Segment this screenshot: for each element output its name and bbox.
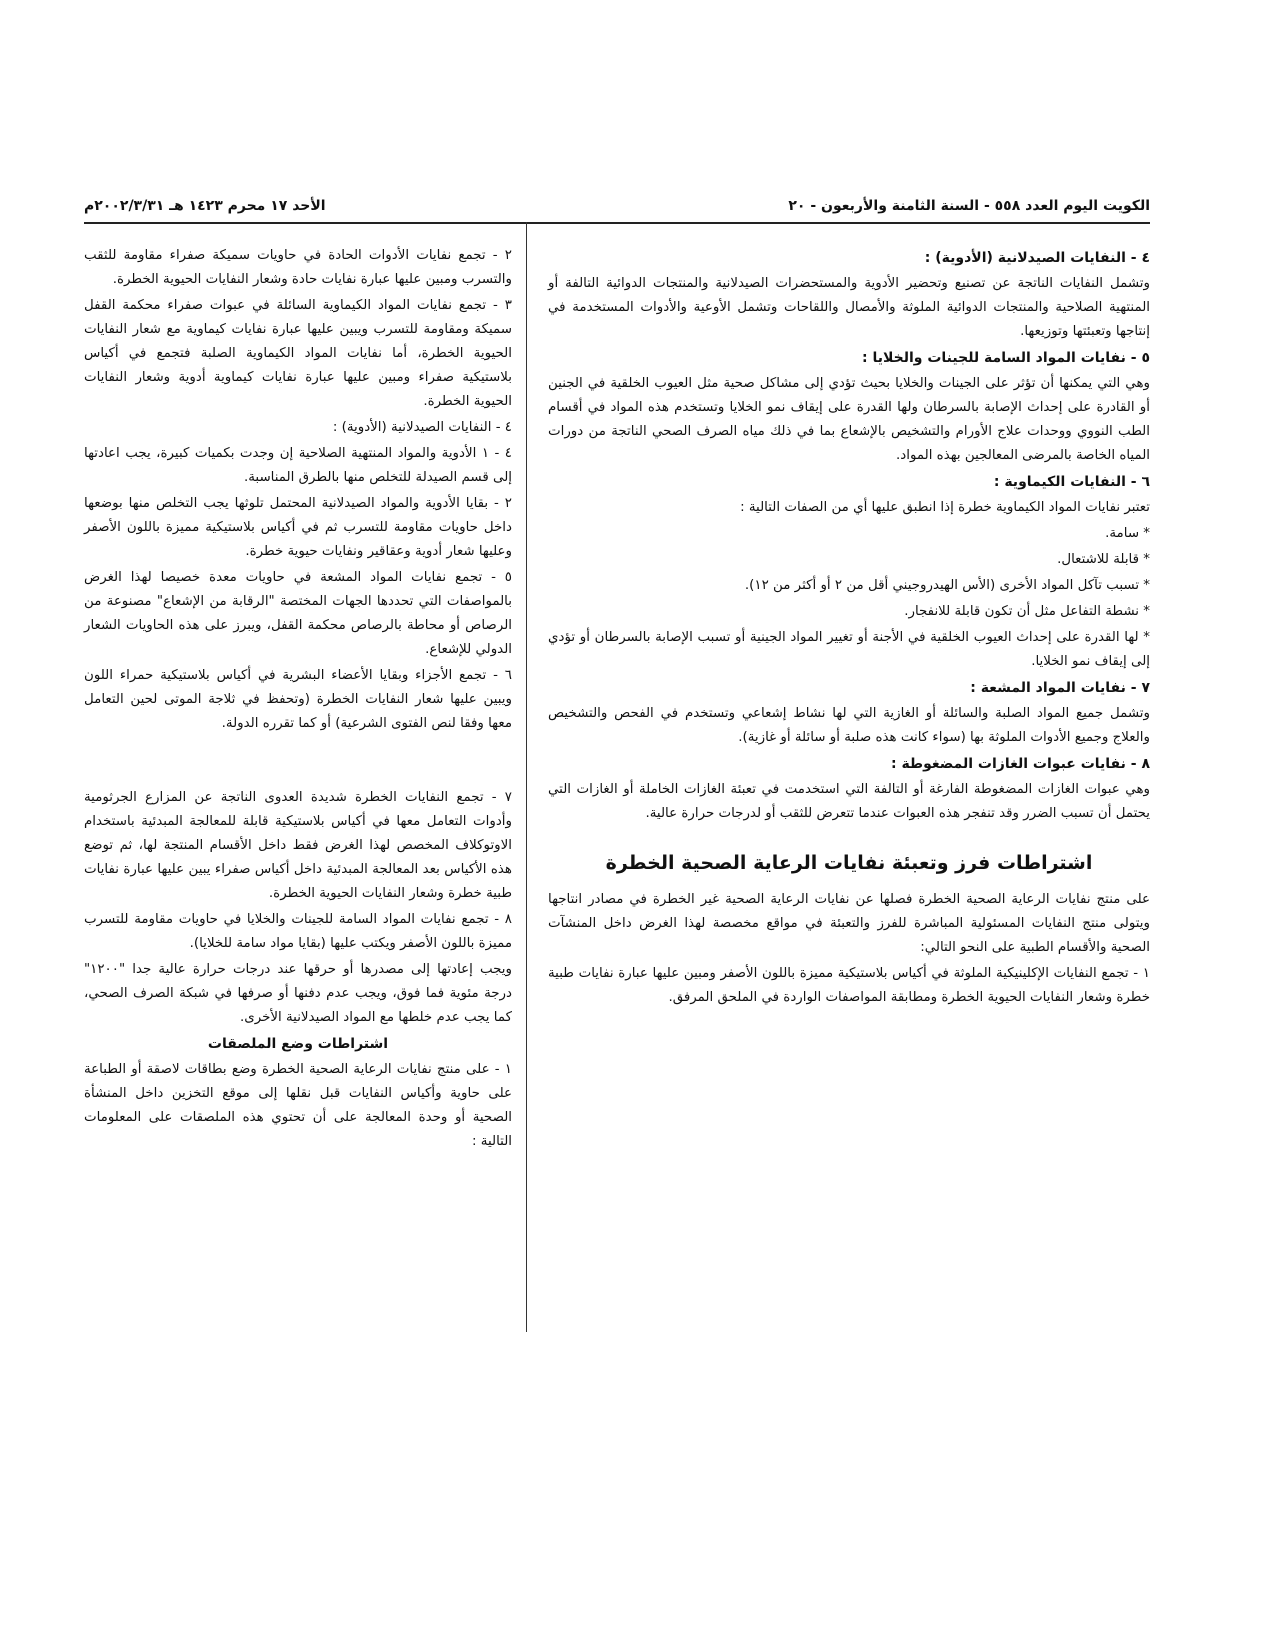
heading-pharmaceutical-waste: ٤ - النفايات الصيدلانية (الأدوية) : [924,250,1150,266]
left-column [84,244,512,1156]
paragraph-radioactive-waste: وتشمل جميع المواد الصلبة والسائلة أو الغازية التي لها نشاط إشعاعي وتستخدم في الفحص والتشخيص والعلاج وجميع الأدوات الملوثة بها (سواء كانت هذه صلبة أو سائلة أو غازية). [548,706,1150,745]
paragraph-labels: ١ - على منتج نفايات الرعاية الصحية الخطرة وضع بطاقات لاصقة أو الطباعة على حاوية وأكياس النفايات قبل نقلها إلى موقع التخزين داخل المنشأة الصحية أو وحدة المعالجة على أن تحتوي هذه الملصقات على المعلومات التالية : [84,1062,512,1149]
page-header [84,196,1150,224]
paragraph-contaminated-drugs: ٢ - بقايا الأدوية والمواد الصيدلانية المحتمل تلوثها يجب التخلص منها بوضعها داخل حاويات مقاومة للتسرب ثم في أكياس بلاستيكية مميزة باللون الأصفر وعليها شعار أدوية وعقاقير ونفايات حيوية خطرة. [84,496,512,559]
heading-genotoxic-waste: ٥ - نفايات المواد السامة للجينات والخلايا : [862,350,1150,366]
paragraph-radioactive: ٥ - تجمع نفايات المواد المشعة في حاويات معدة خصيصا لهذا الغرض بالمواصفات التي تحددها الجهات المختصة "الرقابة من الإشعاع" مصنوعة من الرصاص أو محاطة بالرصاص محكمة القفل، ويبرز على هذه الحاويات الشعار الدولي للإشعاع. [84,570,512,657]
paragraph-pressurized-containers: وهي عبوات الغازات المضغوطة الفارغة أو التالفة التي استخدمت في تعبئة الغازات الخاملة أو الغازات التي يحتمل أن تسبب الضرر وقد تنفجر هذه العبوات عندما تتعرض للثقب أو لدرجات حرارة عالية. [548,782,1150,821]
paragraph-sorting-intro: على منتج نفايات الرعاية الصحية الخطرة فصلها عن نفايات الرعاية الصحية غير الخطرة في مصادر انتاجها ويتولى منتج النفايات المسئولية المباشرة للفرز والتعبئة في مواقع مخصصة لهذا الغرض داخل المنشآت الصحية والأقسام الطبية على النحو التالي: [548,892,1150,955]
paragraph-sorting-item-1: ١ - تجمع النفايات الإكلينيكية الملوثة في أكياس بلاستيكية مميزة باللون الأصفر ومبين عليها عبارة نفايات طبية خطرة وشعار النفايات الحيوية الخطرة ومطابقة المواصفات الواردة في الملحق المرفق. [548,966,1150,1005]
right-column [548,244,1150,1012]
heading-labels: اشتراطات وضع الملصقات [207,1036,389,1052]
heading-radioactive-waste: ٧ - نفايات المواد المشعة : [970,680,1150,696]
list-item: * لها القدرة على إحداث العيوب الخلقية في الأجنة أو تغيير المواد الجينية أو تسبب الإصابة بالسرطان أو تؤدي إلى إيقاف نمو الخلايا. [548,630,1150,669]
list-item: * سامة. [1105,526,1150,541]
list-item: * نشطة التفاعل مثل أن تكون قابلة للانفجار. [904,604,1150,619]
paragraph-sharps: ٢ - تجمع نفايات الأدوات الحادة في حاويات سميكة صفراء مقاومة للثقب والتسرب ومبين عليها عبارة نفايات حادة وشعار النفايات الحيوية الخطرة. [84,248,512,287]
paragraph-chemical-liquids: ٣ - تجمع نفايات المواد الكيماوية السائلة في عبوات صفراء محكمة القفل سميكة ومقاومة للتسرب ويبين عليها عبارة نفايات كيماوية مع شعار النفايات الحيوية الخطرة، أما نفايات المواد الكيماوية الصلبة فتجمع في أكياس بلاستيكية صفراء ومبين عليها عبارة نفايات كيماوية أدوية وشعار النفايات الحيوية الخطرة. [84,298,512,409]
paragraph-expired-drugs: ٤ - ١ الأدوية والمواد المنتهية الصلاحية إن وجدت بكميات كبيرة، يجب اعادتها إلى قسم الصيدلة للتخلص منها بالطرق المناسبة. [84,446,512,485]
heading-chemical-waste: ٦ - النفايات الكيماوية : [993,474,1150,490]
header-date: الأحد ١٧ محرم ١٤٢٣ هـ ٢٠٠٢/٣/٣١م [84,198,326,214]
spacer [84,738,512,786]
column-divider [526,222,527,1332]
paragraph-infectious: ٧ - تجمع النفايات الخطرة شديدة العدوى الناتجة عن المزارع الجرثومية وأدوات التعامل معها في أكياس بلاستيكية قابلة للمعالجة المبدئية باستخدام الاوتوكلاف المخصص لهذا الغرض فقط داخل الأقسام المنتجة لها، ثم توضع هذه الأكياس بعد المعالجة المبدئية داخل أكياس صفراء يبين عليها عبارة نفايات طبية خطرة وشعار النفايات الحيوية الخطرة. [84,790,512,901]
paragraph-body-parts: ٦ - تجمع الأجزاء وبقايا الأعضاء البشرية في أكياس بلاستيكية حمراء اللون ويبين عليها شعار النفايات الخطرة (وتحفظ في ثلاجة الموتى لحين التعامل معها وفقا لنص الفتوى الشرعية) أو كما تقرره الدولة. [84,668,512,731]
heading-pressurized-containers: ٨ - نفايات عبوات الغازات المضغوطة : [890,756,1150,772]
header-issue-info: الكويت اليوم العدد ٥٥٨ - السنة الثامنة والأربعون - ٢٠ [788,198,1150,214]
list-item: * تسبب تآكل المواد الأخرى (الأس الهيدروجيني أقل من ٢ أو أكثر من ١٢). [744,578,1150,593]
paragraph-cytotoxic: ٨ - تجمع نفايات المواد السامة للجينات والخلايا في حاويات مقاومة للتسرب مميزة باللون الأصفر ويكتب عليها (بقايا مواد سامة للخلايا). [84,912,512,951]
paragraph-incineration: ويجب إعادتها إلى مصدرها أو حرقها عند درجات حرارة عالية جدا "١٢٠٠" درجة مئوية فما فوق، ويجب عدم دفنها أو صرفها في شبكة الصرف الصحي، كما يجب عدم خلطها مع المواد الصيدلانية الأخرى. [84,962,512,1025]
paragraph-genotoxic-waste: وهي التي يمكنها أن تؤثر على الجينات والخلايا بحيث تؤدي إلى مشاكل صحية مثل العيوب الخلقية في الجنين أو القادرة على إحداث الإصابة بالسرطان ولها القدرة على إيقاف نمو الخلايا وتستخدم هذه المواد في أقسام الطب النووي ووحدات علاج الأورام والتشخيص بالإشعاع بما في ذلك مياه الصرف الصحي الناتجة من دورات المياه الخاصة بالمرضى المعالجين بهذه المواد. [548,376,1150,463]
paragraph-pharmaceutical-waste: وتشمل النفايات الناتجة عن تصنيع وتحضير الأدوية والمستحضرات الصيدلانية والمنتجات الدوائية التالفة أو المنتهية الصلاحية والمنتجات الدوائية الملوثة والأمصال واللقاحات وتشمل الأوعية والأدوات المستخدمة في إنتاجها وتعبئتها وتوزيعها. [548,276,1150,339]
paragraph-chemical-waste: تعتبر نفايات المواد الكيماوية خطرة إذا انطبق عليها أي من الصفات التالية : [740,500,1150,515]
list-item: * قابلة للاشتعال. [1057,552,1150,567]
section-title-sorting: اشتراطات فرز وتعبئة نفايات الرعاية الصحية الخطرة [605,852,1093,874]
subheading-pharmaceutical: ٤ - النفايات الصيدلانية (الأدوية) : [332,420,512,435]
